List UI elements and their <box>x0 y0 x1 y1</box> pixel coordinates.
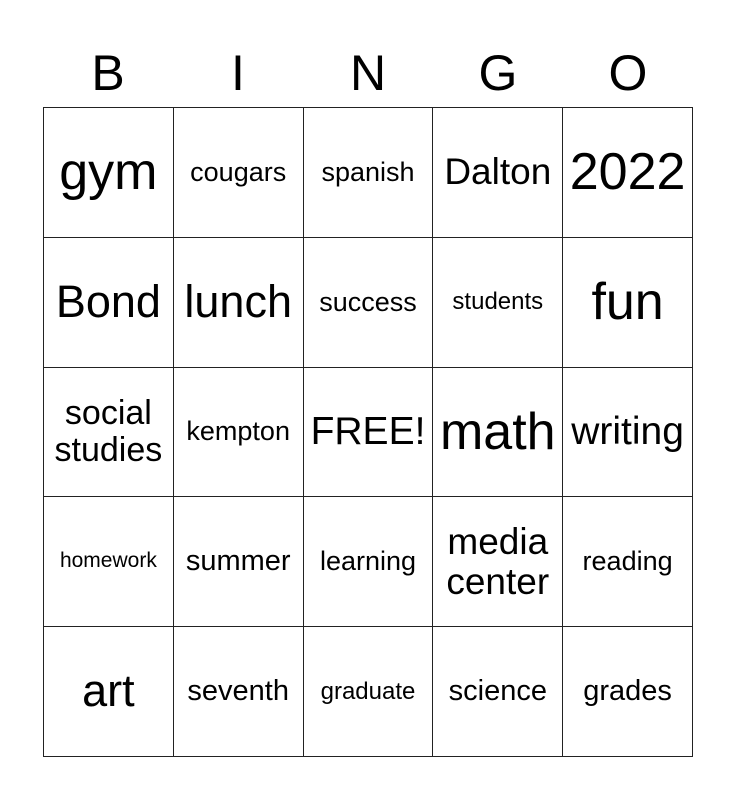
header-letter-i: I <box>231 45 245 101</box>
bingo-cell[interactable]: students <box>433 238 563 368</box>
bingo-cell[interactable]: Dalton <box>433 108 563 238</box>
bingo-cell[interactable]: Bond <box>44 238 174 368</box>
bingo-cell[interactable]: learning <box>304 497 434 627</box>
bingo-cell[interactable]: social studies <box>44 368 174 498</box>
bingo-cell[interactable]: fun <box>563 238 693 368</box>
bingo-cell[interactable]: graduate <box>304 627 434 757</box>
bingo-cell[interactable]: seventh <box>174 627 304 757</box>
bingo-cell[interactable]: art <box>44 627 174 757</box>
bingo-cell[interactable]: science <box>433 627 563 757</box>
bingo-cell[interactable]: grades <box>563 627 693 757</box>
bingo-cell[interactable]: gym <box>44 108 174 238</box>
header-letter-b: B <box>91 45 125 101</box>
bingo-header <box>43 40 693 106</box>
bingo-board <box>43 107 693 757</box>
bingo-cell[interactable]: math <box>433 368 563 498</box>
bingo-cell[interactable]: summer <box>174 497 304 627</box>
header-letter-o: O <box>608 45 648 101</box>
bingo-cell[interactable]: 2022 <box>563 108 693 238</box>
bingo-cell[interactable]: spanish <box>304 108 434 238</box>
bingo-cell[interactable]: media center <box>433 497 563 627</box>
bingo-cell[interactable]: kempton <box>174 368 304 498</box>
bingo-cell[interactable]: FREE! <box>304 368 434 498</box>
bingo-cell[interactable]: reading <box>563 497 693 627</box>
bingo-cell[interactable]: writing <box>563 368 693 498</box>
bingo-cell[interactable]: success <box>304 238 434 368</box>
header-letter-n: N <box>349 45 387 101</box>
bingo-cell[interactable]: cougars <box>174 108 304 238</box>
bingo-cell[interactable]: lunch <box>174 238 304 368</box>
bingo-cell[interactable]: homework <box>44 497 174 627</box>
header-letter-g: G <box>478 45 518 101</box>
